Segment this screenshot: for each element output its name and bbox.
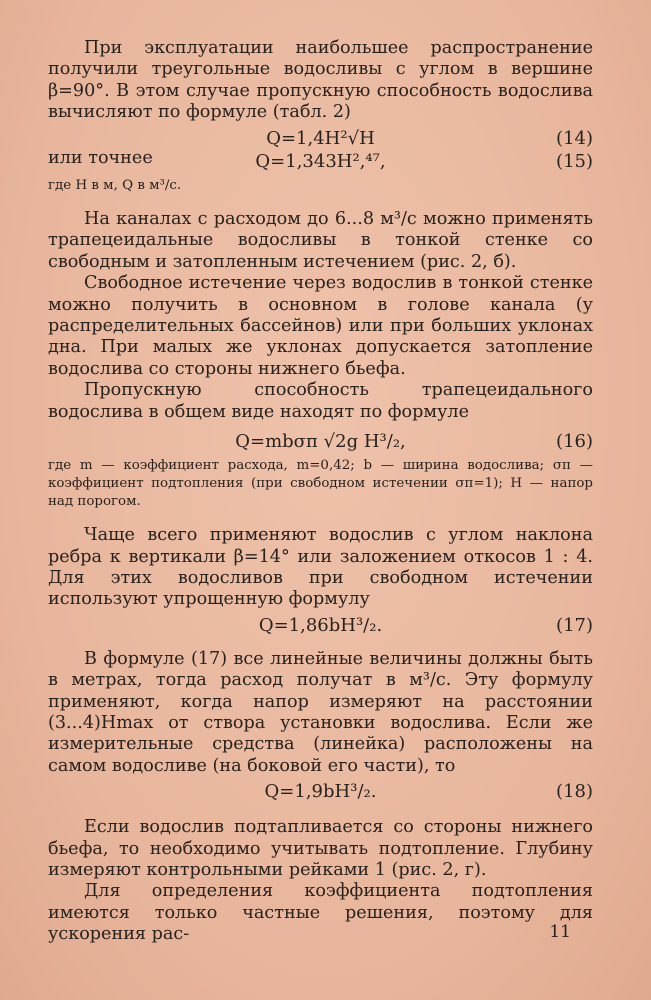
formula-17-number: (17) <box>556 614 593 636</box>
page-number: 11 <box>549 922 571 942</box>
formula-15-expr: Q=1,343H²,⁴⁷, <box>255 151 386 173</box>
text-or-more-precise: или точнее <box>48 147 153 168</box>
formula-18-number: (18) <box>556 781 593 803</box>
formula-15 <box>48 147 593 177</box>
formula-14-number: (14) <box>556 127 593 149</box>
paragraph-free-flow: Свободное истечение через водослив в тонкой стенке можно получить в основном в голове канала (у распределительных бассейнов) или при больших уклонах дна. При малых же уклонах допускается затопление водослива со стороны нижнего бьефа. <box>48 273 593 379</box>
formula-16 <box>48 427 593 457</box>
paragraph-formula-17-usage: В формуле (17) все линейные величины должны быть в метрах, тогда расход получат в м³/с. Эту формулу применяют, когда напор измеряют на расстоянии (3...4)Hmax от створа установки водослива. Если же измерительные средства (линейка) расположены на самом водосливе (на боковой его части), то <box>48 648 593 776</box>
formula-18 <box>48 777 593 807</box>
note-units-1: где H в м, Q в м³/с. <box>48 178 182 194</box>
formula-14-expr: Q=1,4H²√H <box>266 127 375 149</box>
paragraph-trapezoidal-weirs: На каналах с расходом до 6...8 м³/с можно применять трапецеидальные водосливы в тонкой стенке со свободным и затопленным истечением (рис. 2, б). <box>48 209 593 272</box>
formula-16-number: (16) <box>556 431 593 453</box>
paragraph-triangular-weirs: При эксплуатации наибольшее распространение получили треугольные водосливы с углом в вершине β=90°. В этом случае пропускную способность водослива вычисляют по формуле (табл. 2) <box>48 38 593 123</box>
formula-17-expr: Q=1,86bH³/₂. <box>258 614 383 636</box>
formula-16-expr: Q=mbσп √2g H³/₂, <box>235 431 406 453</box>
paragraph-capacity: Пропускную способность трапецеидального водослива в общем виде находят по формуле <box>48 380 593 422</box>
paragraph-coefficient-determination: Для определения коэффициента подтопления имеются только частные решения, поэтому для ускорения рас- <box>48 881 593 945</box>
note-coefficients: где m — коэффициент расхода, m=0,42; b — ширина водослива; σп — коэффициент подтопления (при свободном истечении σп=1); H — напор над порогом. <box>48 458 593 510</box>
paragraph-edge-angle: Чаще всего применяют водослив с углом наклона ребра к вертикали β=14° или заложением откосов 1 : 4. Для этих водосливов при свободном истечении используют упрощенную формулу <box>48 525 593 610</box>
formula-17 <box>48 611 593 641</box>
formula-18-expr: Q=1,9bH³/₂. <box>264 781 377 803</box>
formula-15-number: (15) <box>556 151 593 173</box>
paragraph-submergence: Если водослив подтапливается со стороны нижнего бьефа, то необходимо учитывать подтопление. Глубину измеряют контрольными рейками 1 (рис. 2, г). <box>48 817 593 880</box>
